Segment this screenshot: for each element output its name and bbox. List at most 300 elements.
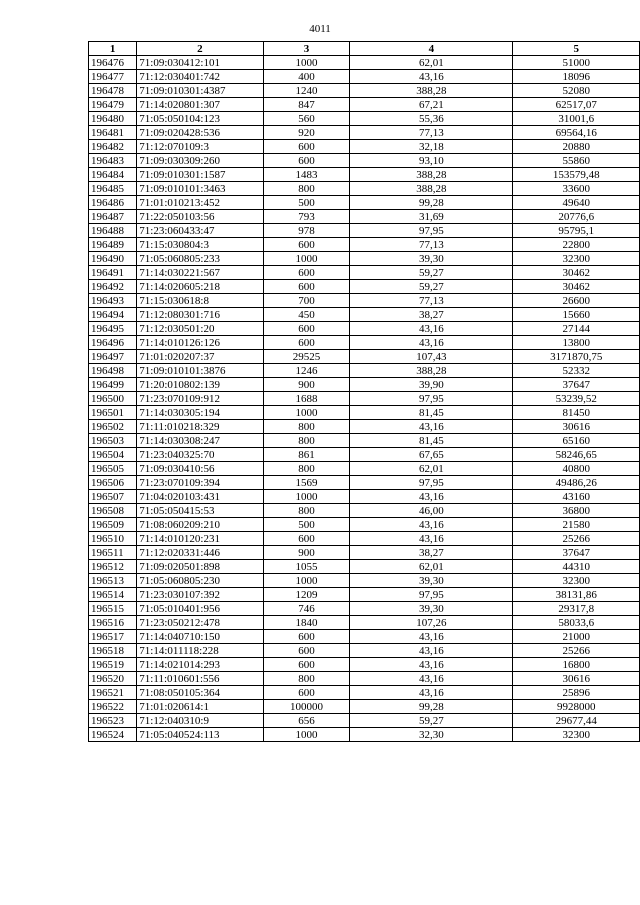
value-cell: 58033,6 (513, 616, 640, 630)
value-cell: 22800 (513, 238, 640, 252)
rate-cell: 81,45 (350, 406, 513, 420)
area-cell: 29525 (263, 350, 350, 364)
cadastral-number-cell: 71:01:020614:1 (137, 700, 263, 714)
cadastral-number-cell: 71:14:030305:194 (137, 406, 263, 420)
row-id-cell: 196492 (89, 280, 137, 294)
table-row (89, 266, 640, 280)
cadastral-number-cell: 71:09:010301:4387 (137, 84, 263, 98)
rate-cell: 32,30 (350, 728, 513, 742)
row-id-cell: 196505 (89, 462, 137, 476)
row-id-cell: 196495 (89, 322, 137, 336)
area-cell: 1240 (263, 84, 350, 98)
cadastral-number-cell: 71:05:040524:113 (137, 728, 263, 742)
row-id-cell: 196478 (89, 84, 137, 98)
area-cell: 600 (263, 322, 350, 336)
table-row (89, 392, 640, 406)
value-cell: 21580 (513, 518, 640, 532)
row-id-cell: 196479 (89, 98, 137, 112)
rate-cell: 43,16 (350, 630, 513, 644)
cadastral-number-cell: 71:23:040325:70 (137, 448, 263, 462)
area-cell: 1840 (263, 616, 350, 630)
cadastral-number-cell: 71:15:030804:3 (137, 238, 263, 252)
table-row (89, 56, 640, 70)
row-id-cell: 196496 (89, 336, 137, 350)
rate-cell: 62,01 (350, 462, 513, 476)
rate-cell: 67,65 (350, 448, 513, 462)
cadastral-number-cell: 71:23:070109:912 (137, 392, 263, 406)
row-id-cell: 196503 (89, 434, 137, 448)
rate-cell: 43,16 (350, 322, 513, 336)
rate-cell: 388,28 (350, 84, 513, 98)
cadastral-number-cell: 71:05:060805:230 (137, 574, 263, 588)
cadastral-number-cell: 71:01:020207:37 (137, 350, 263, 364)
rate-cell: 388,28 (350, 168, 513, 182)
cadastral-number-cell: 71:14:030308:247 (137, 434, 263, 448)
rate-cell: 97,95 (350, 476, 513, 490)
row-id-cell: 196515 (89, 602, 137, 616)
value-cell: 30616 (513, 420, 640, 434)
area-cell: 800 (263, 420, 350, 434)
rate-cell: 32,18 (350, 140, 513, 154)
table-row (89, 336, 640, 350)
table-row (89, 630, 640, 644)
row-id-cell: 196481 (89, 126, 137, 140)
rate-cell: 43,16 (350, 336, 513, 350)
value-cell: 52080 (513, 84, 640, 98)
value-cell: 81450 (513, 406, 640, 420)
cadastral-number-cell: 71:23:060433:47 (137, 224, 263, 238)
table-row (89, 644, 640, 658)
row-id-cell: 196509 (89, 518, 137, 532)
row-id-cell: 196514 (89, 588, 137, 602)
area-cell: 600 (263, 238, 350, 252)
row-id-cell: 196504 (89, 448, 137, 462)
row-id-cell: 196506 (89, 476, 137, 490)
cadastral-number-cell: 71:09:030410:56 (137, 462, 263, 476)
cadastral-number-cell: 71:15:030618:8 (137, 294, 263, 308)
area-cell: 600 (263, 140, 350, 154)
value-cell: 69564,16 (513, 126, 640, 140)
row-id-cell: 196487 (89, 210, 137, 224)
area-cell: 600 (263, 266, 350, 280)
row-id-cell: 196486 (89, 196, 137, 210)
rate-cell: 43,16 (350, 518, 513, 532)
cadastral-number-cell: 71:12:030401:742 (137, 70, 263, 84)
table-row (89, 462, 640, 476)
table-row (89, 672, 640, 686)
cadastral-number-cell: 71:23:050212:478 (137, 616, 263, 630)
value-cell: 49640 (513, 196, 640, 210)
table-body (89, 56, 640, 742)
rate-cell: 43,16 (350, 532, 513, 546)
row-id-cell: 196517 (89, 630, 137, 644)
row-id-cell: 196497 (89, 350, 137, 364)
rate-cell: 77,13 (350, 294, 513, 308)
rate-cell: 39,30 (350, 602, 513, 616)
column-header-2: 2 (137, 42, 263, 56)
area-cell: 1246 (263, 364, 350, 378)
column-header-3: 3 (263, 42, 350, 56)
table-row (89, 224, 640, 238)
row-id-cell: 196488 (89, 224, 137, 238)
rate-cell: 43,16 (350, 644, 513, 658)
area-cell: 1688 (263, 392, 350, 406)
area-cell: 847 (263, 98, 350, 112)
table-row (89, 714, 640, 728)
row-id-cell: 196516 (89, 616, 137, 630)
cadastral-number-cell: 71:22:050103:56 (137, 210, 263, 224)
table-row (89, 364, 640, 378)
row-id-cell: 196476 (89, 56, 137, 70)
value-cell: 153579,48 (513, 168, 640, 182)
registry-table (88, 41, 640, 742)
row-id-cell: 196502 (89, 420, 137, 434)
table-row (89, 252, 640, 266)
table-row (89, 420, 640, 434)
rate-cell: 107,43 (350, 350, 513, 364)
table-row (89, 308, 640, 322)
cadastral-number-cell: 71:12:030501:20 (137, 322, 263, 336)
cadastral-number-cell: 71:05:050415:53 (137, 504, 263, 518)
value-cell: 32300 (513, 574, 640, 588)
rate-cell: 55,36 (350, 112, 513, 126)
area-cell: 800 (263, 462, 350, 476)
rate-cell: 39,30 (350, 252, 513, 266)
cadastral-number-cell: 71:09:010101:3876 (137, 364, 263, 378)
cadastral-number-cell: 71:09:030412:101 (137, 56, 263, 70)
cadastral-number-cell: 71:05:060805:233 (137, 252, 263, 266)
table-row (89, 70, 640, 84)
row-id-cell: 196524 (89, 728, 137, 742)
table-row (89, 518, 640, 532)
row-id-cell: 196498 (89, 364, 137, 378)
table-header-row (89, 42, 640, 56)
area-cell: 800 (263, 182, 350, 196)
rate-cell: 107,26 (350, 616, 513, 630)
value-cell: 13800 (513, 336, 640, 350)
value-cell: 55860 (513, 154, 640, 168)
row-id-cell: 196485 (89, 182, 137, 196)
value-cell: 26600 (513, 294, 640, 308)
rate-cell: 38,27 (350, 308, 513, 322)
value-cell: 18096 (513, 70, 640, 84)
row-id-cell: 196491 (89, 266, 137, 280)
row-id-cell: 196500 (89, 392, 137, 406)
rate-cell: 97,95 (350, 588, 513, 602)
table-row (89, 294, 640, 308)
area-cell: 800 (263, 504, 350, 518)
rate-cell: 67,21 (350, 98, 513, 112)
rate-cell: 43,16 (350, 70, 513, 84)
value-cell: 52332 (513, 364, 640, 378)
cadastral-number-cell: 71:14:030221:567 (137, 266, 263, 280)
table-row (89, 322, 640, 336)
value-cell: 33600 (513, 182, 640, 196)
table-row (89, 112, 640, 126)
cadastral-number-cell: 71:09:020501:898 (137, 560, 263, 574)
table-row (89, 728, 640, 742)
value-cell: 32300 (513, 252, 640, 266)
table-row (89, 378, 640, 392)
value-cell: 20880 (513, 140, 640, 154)
row-id-cell: 196477 (89, 70, 137, 84)
area-cell: 1569 (263, 476, 350, 490)
area-cell: 700 (263, 294, 350, 308)
row-id-cell: 196482 (89, 140, 137, 154)
row-id-cell: 196522 (89, 700, 137, 714)
value-cell: 3171870,75 (513, 350, 640, 364)
cadastral-number-cell: 71:04:020103:431 (137, 490, 263, 504)
rate-cell: 99,28 (350, 700, 513, 714)
cadastral-number-cell: 71:14:011118:228 (137, 644, 263, 658)
rate-cell: 43,16 (350, 672, 513, 686)
area-cell: 978 (263, 224, 350, 238)
table-row (89, 154, 640, 168)
area-cell: 500 (263, 518, 350, 532)
value-cell: 53239,52 (513, 392, 640, 406)
table-row (89, 700, 640, 714)
value-cell: 44310 (513, 560, 640, 574)
row-id-cell: 196507 (89, 490, 137, 504)
row-id-cell: 196520 (89, 672, 137, 686)
value-cell: 31001,6 (513, 112, 640, 126)
area-cell: 656 (263, 714, 350, 728)
row-id-cell: 196480 (89, 112, 137, 126)
rate-cell: 31,69 (350, 210, 513, 224)
area-cell: 1055 (263, 560, 350, 574)
cadastral-number-cell: 71:05:050104:123 (137, 112, 263, 126)
cadastral-number-cell: 71:09:010301:1587 (137, 168, 263, 182)
cadastral-number-cell: 71:14:021014:293 (137, 658, 263, 672)
area-cell: 746 (263, 602, 350, 616)
row-id-cell: 196499 (89, 378, 137, 392)
area-cell: 600 (263, 154, 350, 168)
table-row (89, 140, 640, 154)
rate-cell: 99,28 (350, 196, 513, 210)
row-id-cell: 196489 (89, 238, 137, 252)
area-cell: 1000 (263, 406, 350, 420)
cadastral-number-cell: 71:14:020605:218 (137, 280, 263, 294)
value-cell: 25896 (513, 686, 640, 700)
cadastral-number-cell: 71:12:020331:446 (137, 546, 263, 560)
area-cell: 1000 (263, 252, 350, 266)
table-row (89, 602, 640, 616)
rate-cell: 39,90 (350, 378, 513, 392)
table-row (89, 98, 640, 112)
value-cell: 32300 (513, 728, 640, 742)
table-row (89, 588, 640, 602)
row-id-cell: 196521 (89, 686, 137, 700)
value-cell: 30462 (513, 266, 640, 280)
row-id-cell: 196519 (89, 658, 137, 672)
rate-cell: 81,45 (350, 434, 513, 448)
row-id-cell: 196501 (89, 406, 137, 420)
value-cell: 30616 (513, 672, 640, 686)
row-id-cell: 196512 (89, 560, 137, 574)
area-cell: 450 (263, 308, 350, 322)
table-row (89, 406, 640, 420)
rate-cell: 388,28 (350, 364, 513, 378)
table-row (89, 574, 640, 588)
cadastral-number-cell: 71:08:060209:210 (137, 518, 263, 532)
table-row (89, 490, 640, 504)
cadastral-number-cell: 71:14:020801:307 (137, 98, 263, 112)
value-cell: 36800 (513, 504, 640, 518)
value-cell: 95795,1 (513, 224, 640, 238)
rate-cell: 77,13 (350, 126, 513, 140)
cadastral-number-cell: 71:14:010126:126 (137, 336, 263, 350)
row-id-cell: 196518 (89, 644, 137, 658)
cadastral-number-cell: 71:11:010601:556 (137, 672, 263, 686)
value-cell: 25266 (513, 532, 640, 546)
area-cell: 600 (263, 532, 350, 546)
value-cell: 21000 (513, 630, 640, 644)
rate-cell: 388,28 (350, 182, 513, 196)
rate-cell: 43,16 (350, 686, 513, 700)
rate-cell: 62,01 (350, 560, 513, 574)
row-id-cell: 196508 (89, 504, 137, 518)
table-row (89, 84, 640, 98)
cadastral-number-cell: 71:08:050105:364 (137, 686, 263, 700)
cadastral-number-cell: 71:14:010120:231 (137, 532, 263, 546)
area-cell: 600 (263, 630, 350, 644)
value-cell: 9928000 (513, 700, 640, 714)
value-cell: 49486,26 (513, 476, 640, 490)
area-cell: 600 (263, 644, 350, 658)
area-cell: 100000 (263, 700, 350, 714)
rate-cell: 59,27 (350, 266, 513, 280)
table-row (89, 616, 640, 630)
area-cell: 861 (263, 448, 350, 462)
cadastral-number-cell: 71:12:080301:716 (137, 308, 263, 322)
area-cell: 600 (263, 336, 350, 350)
value-cell: 40800 (513, 462, 640, 476)
value-cell: 37647 (513, 546, 640, 560)
area-cell: 600 (263, 280, 350, 294)
area-cell: 1209 (263, 588, 350, 602)
value-cell: 27144 (513, 322, 640, 336)
table-row (89, 532, 640, 546)
value-cell: 20776,6 (513, 210, 640, 224)
rate-cell: 43,16 (350, 658, 513, 672)
cadastral-number-cell: 71:11:010218:329 (137, 420, 263, 434)
value-cell: 30462 (513, 280, 640, 294)
cadastral-number-cell: 71:09:020428:536 (137, 126, 263, 140)
value-cell: 15660 (513, 308, 640, 322)
table-row (89, 210, 640, 224)
cadastral-number-cell: 71:01:010213:452 (137, 196, 263, 210)
cadastral-number-cell: 71:12:040310:9 (137, 714, 263, 728)
row-id-cell: 196513 (89, 574, 137, 588)
area-cell: 1000 (263, 728, 350, 742)
area-cell: 793 (263, 210, 350, 224)
area-cell: 1483 (263, 168, 350, 182)
cadastral-number-cell: 71:23:070109:394 (137, 476, 263, 490)
area-cell: 600 (263, 658, 350, 672)
value-cell: 65160 (513, 434, 640, 448)
row-id-cell: 196523 (89, 714, 137, 728)
area-cell: 1000 (263, 56, 350, 70)
cadastral-number-cell: 71:23:030107:392 (137, 588, 263, 602)
value-cell: 29677,44 (513, 714, 640, 728)
table-row (89, 350, 640, 364)
area-cell: 800 (263, 434, 350, 448)
row-id-cell: 196510 (89, 532, 137, 546)
area-cell: 900 (263, 546, 350, 560)
cadastral-number-cell: 71:12:070109:3 (137, 140, 263, 154)
table-row (89, 546, 640, 560)
area-cell: 1000 (263, 574, 350, 588)
area-cell: 400 (263, 70, 350, 84)
area-cell: 560 (263, 112, 350, 126)
value-cell: 51000 (513, 56, 640, 70)
rate-cell: 77,13 (350, 238, 513, 252)
rate-cell: 59,27 (350, 714, 513, 728)
table-row (89, 238, 640, 252)
table-row (89, 476, 640, 490)
value-cell: 38131,86 (513, 588, 640, 602)
area-cell: 920 (263, 126, 350, 140)
value-cell: 43160 (513, 490, 640, 504)
rate-cell: 38,27 (350, 546, 513, 560)
rate-cell: 39,30 (350, 574, 513, 588)
area-cell: 1000 (263, 490, 350, 504)
table-row (89, 504, 640, 518)
table-row (89, 658, 640, 672)
table-row (89, 280, 640, 294)
rate-cell: 59,27 (350, 280, 513, 294)
rate-cell: 62,01 (350, 56, 513, 70)
value-cell: 62517,07 (513, 98, 640, 112)
column-header-4: 4 (350, 42, 513, 56)
table-row (89, 182, 640, 196)
row-id-cell: 196494 (89, 308, 137, 322)
rate-cell: 43,16 (350, 490, 513, 504)
value-cell: 25266 (513, 644, 640, 658)
table-row (89, 196, 640, 210)
rate-cell: 97,95 (350, 392, 513, 406)
cadastral-number-cell: 71:14:040710:150 (137, 630, 263, 644)
cadastral-number-cell: 71:20:010802:139 (137, 378, 263, 392)
area-cell: 500 (263, 196, 350, 210)
value-cell: 29317,8 (513, 602, 640, 616)
table-row (89, 126, 640, 140)
rate-cell: 97,95 (350, 224, 513, 238)
value-cell: 37647 (513, 378, 640, 392)
row-id-cell: 196490 (89, 252, 137, 266)
table-row (89, 686, 640, 700)
rate-cell: 93,10 (350, 154, 513, 168)
column-header-5: 5 (513, 42, 640, 56)
page-number: 4011 (309, 23, 331, 35)
row-id-cell: 196484 (89, 168, 137, 182)
cadastral-number-cell: 71:05:010401:956 (137, 602, 263, 616)
value-cell: 58246,65 (513, 448, 640, 462)
cadastral-number-cell: 71:09:010101:3463 (137, 182, 263, 196)
area-cell: 800 (263, 672, 350, 686)
column-header-1: 1 (89, 42, 137, 56)
row-id-cell: 196493 (89, 294, 137, 308)
area-cell: 900 (263, 378, 350, 392)
table-row (89, 448, 640, 462)
area-cell: 600 (263, 686, 350, 700)
cadastral-number-cell: 71:09:030309:260 (137, 154, 263, 168)
table-row (89, 560, 640, 574)
value-cell: 16800 (513, 658, 640, 672)
row-id-cell: 196511 (89, 546, 137, 560)
row-id-cell: 196483 (89, 154, 137, 168)
rate-cell: 46,00 (350, 504, 513, 518)
